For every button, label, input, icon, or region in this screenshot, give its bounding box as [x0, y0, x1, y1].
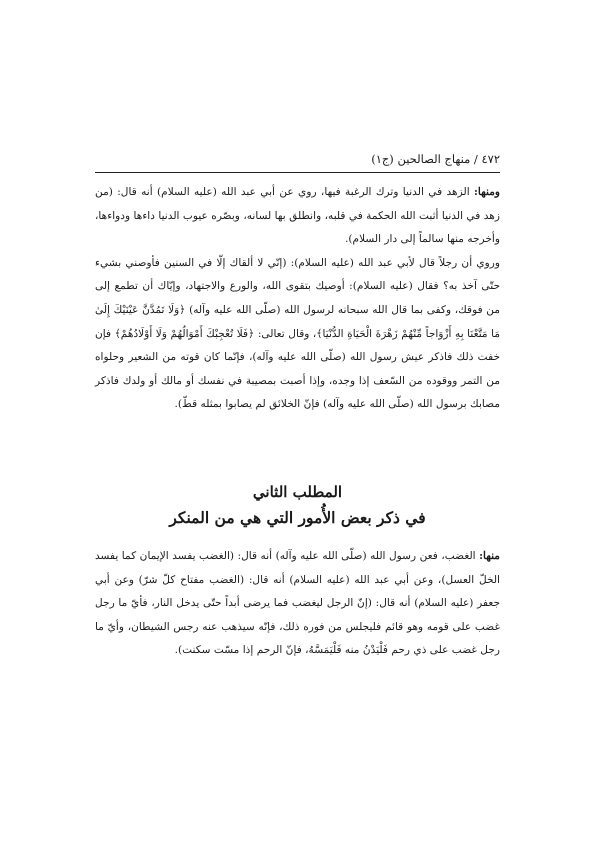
paragraph-asceticism	[95, 181, 500, 252]
paragraph-anger	[95, 545, 500, 663]
section-2-body	[95, 545, 500, 663]
paragraph-lead: ومنها:	[473, 186, 500, 198]
section-1-body	[95, 181, 500, 417]
running-header-title: ٤٧٢ / منهاج الصالحين (ج١)	[371, 152, 500, 166]
running-header	[95, 150, 500, 173]
paragraph-text: الغضب، فعن رسول الله (صلّى الله عليه وآله) أنه قال: (الغضب يفسد الإيمان كما يفسد الخلّ العسل)، وعن أبي عبد الله (عليه السلام) أنه قال: (الغضب مفتاح كلّ شرّ) وعن أبي جعفر (عليه السلام) أنه قال: (إنّ الرجل ليغضب فما يرضى أبداً حتّى يدخل النار، فأيّ ما رجل غضب على قومه وهو قائم فليجلس من فوره ذلك، فإنّه سيذهب عنه رجس الشيطان، وأيّ ما رجل غضب على ذي رحم فَلْيَدْنُ منه فَلْيَمَسَّهُ، فإنّ الرحم إذا مسّت سكنت).	[95, 550, 500, 657]
paragraph-text: الزهد في الدنيا وترك الرغبة فيها، روي عن أبي عبد الله (عليه السلام) أنه قال: (من زهد في الدنيا أثبت الله الحكمة في قلبه، وانطلق بها لسانه، وبصّره عيوب الدنيا داءها ودواءها، وأخرجه منها سالماً إلى دار السلام).	[95, 186, 500, 246]
section-title: المطلب الثاني	[252, 483, 343, 501]
paragraph-text: وروي أن رجلاً قال لأبي عبد الله (عليه السلام): (إنّي لا ألقاك إلّا في السنين فأوصني بشيء حتّى آخذ به؟ فقال (عليه السلام): أوصيك بتقوى الله، والورع والاجتهاد، وإيّاك أن تطمع إلى من فوقك، وكفى بما قال الله سبحانه لرسول الله (صلّى الله عليه وآله) ﴿وَلَا تَمُدَّنَّ عَيْنَيْكَ إِلَىٰ مَا مَتَّعْنَا بِهِ أَزْوَاجاً مِّنْهُمْ زَهْرَةَ الْحَيَاةِ الدُّنْيَا﴾، وقال تعالى: ﴿فَلَا تُعْجِبْكَ أَمْوَالُهُمْ وَلَا أَوْلَادُهُمْ﴾ فإن خفت ذلك فاذكر عيش رسول الله (صلّى الله عليه وآله)، فإنّما كان قوته من الشعير وحلواه من التمر ووقوده من السّعف إذا وجده، وإذا أصبت بمصيبة في نفسك أو مالك أو ولدك فاذكر مصابك برسول الله (صلّى الله عليه وآله) فإنّ الخلائق لم يصابوا بمثله قطّ).	[95, 256, 500, 411]
paragraph-advice	[95, 252, 500, 417]
paragraph-lead: منها:	[479, 550, 500, 562]
section-subtitle: في ذكر بعض الأُمور التي هي من المنكر	[169, 508, 426, 527]
